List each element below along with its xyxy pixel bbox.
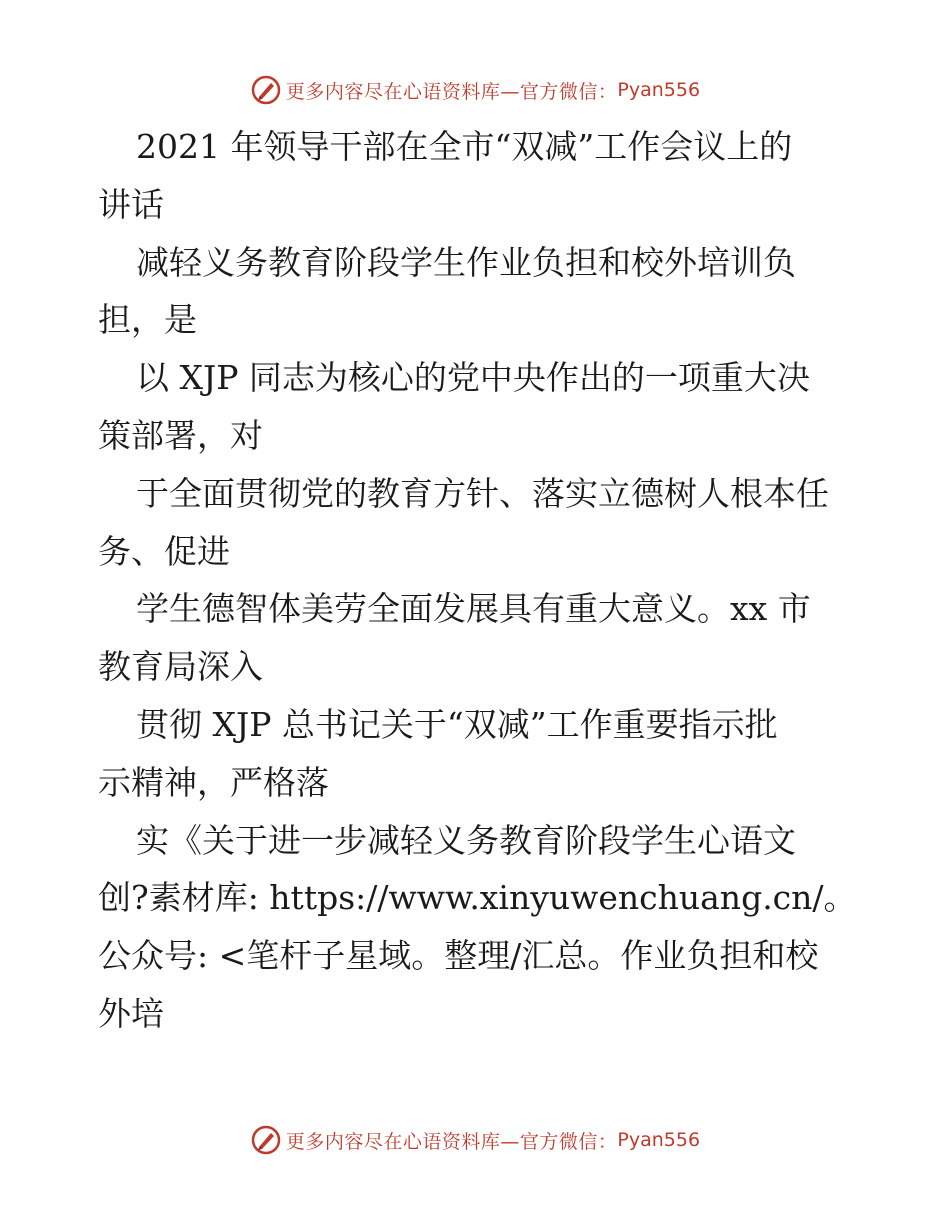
text-line: 担，是: [98, 300, 197, 340]
text-line: 2021 年领导干部在全市“双减”工作会议上的: [136, 127, 793, 166]
text-line: 务、促进: [98, 531, 230, 571]
watermark-text: 更多内容尽在心语资料库—官方微信：: [285, 1130, 618, 1153]
text-line: 实《关于进一步减轻义务教育阶段学生心语文: [136, 820, 796, 860]
text-line: 教育局深入: [98, 647, 263, 687]
text-line: 外培: [98, 993, 164, 1033]
text-line: 创?素材库: https://www.xinyuwenchuang.cn/。: [98, 878, 857, 918]
pen-logo-icon: [250, 1124, 282, 1156]
text-line: 减轻义务教育阶段学生作业负担和校外培训负: [136, 242, 796, 282]
watermark-text: 更多内容尽在心语资料库—官方微信：: [285, 80, 618, 103]
text-line: 于全面贯彻党的教育方针、落实立德树人根本任: [136, 473, 829, 513]
text-line: 策部署，对: [98, 415, 263, 455]
watermark-wechat-id: Pyan556: [617, 79, 701, 101]
watermark-wechat-id: Pyan556: [617, 1129, 701, 1151]
pen-logo-icon: [250, 74, 282, 106]
header-watermark: [0, 72, 950, 108]
text-line: 贯彻 XJP 总书记关于“双减”工作重要指示批: [136, 704, 778, 744]
text-line: 公众号: <笔杆子星域。整理/汇总。作业负担和校: [98, 936, 819, 976]
text-line: 学生德智体美劳全面发展具有重大意义。xx 市: [136, 589, 811, 629]
footer-watermark: [0, 1122, 950, 1158]
document-body: [98, 118, 858, 1043]
text-line: 以 XJP 同志为核心的党中央作出的一项重大决: [136, 358, 810, 398]
text-line: 示精神，严格落: [98, 762, 329, 802]
text-line: 讲话: [98, 184, 164, 224]
